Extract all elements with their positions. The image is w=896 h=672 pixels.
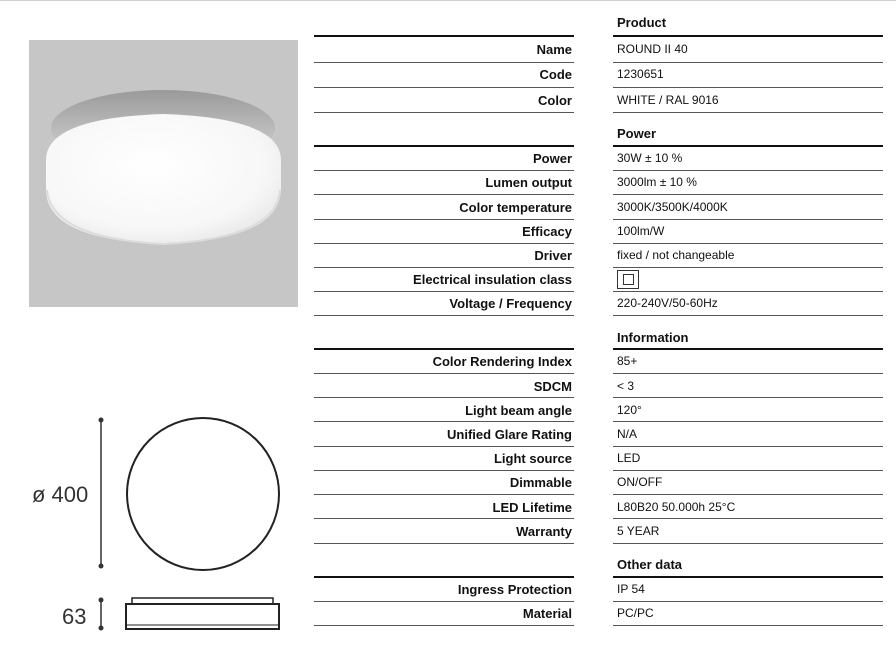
- spec-label-sdcm: SDCM: [533, 379, 572, 394]
- row-divider: [613, 421, 883, 422]
- spec-value-dimmable: ON/OFF: [617, 475, 663, 489]
- dimension-drawing: [0, 400, 300, 667]
- row-divider: [613, 194, 883, 195]
- row-divider: [314, 243, 574, 244]
- row-divider: [613, 243, 883, 244]
- spec-label-voltage-frequency: Voltage / Frequency: [449, 296, 572, 311]
- top-divider: [0, 0, 896, 1]
- row-divider: [613, 397, 883, 398]
- spec-label-light-source: Light source: [493, 451, 572, 466]
- row-divider: [314, 373, 574, 374]
- spec-value-sdcm: < 3: [617, 379, 635, 393]
- spec-value-cri: 85+: [617, 354, 638, 368]
- spec-label-ingress-protection: Ingress Protection: [457, 582, 572, 597]
- spec-label-color: Color: [538, 93, 572, 108]
- row-divider: [613, 601, 883, 602]
- spec-value-driver: fixed / not changeable: [617, 248, 735, 262]
- row-divider: [314, 267, 574, 268]
- section-rule: [613, 35, 883, 37]
- spec-label-cri: Color Rendering Index: [432, 354, 572, 369]
- row-divider: [613, 219, 883, 220]
- spec-value-light-source: LED: [617, 451, 641, 465]
- spec-label-electrical-insulation-class: Electrical insulation class: [413, 272, 572, 287]
- spec-label-power: Power: [532, 151, 572, 166]
- spec-value-led-lifetime: L80B20 50.000h 25°C: [617, 500, 736, 514]
- spec-value-efficacy: 100lm/W: [617, 224, 665, 238]
- section-title-power: Power: [617, 126, 657, 141]
- section-rule: [613, 348, 883, 350]
- row-divider: [613, 87, 883, 88]
- row-divider: [314, 397, 574, 398]
- row-divider: [314, 470, 574, 471]
- spec-value-light-beam-angle: 120°: [617, 403, 642, 417]
- spec-label-name: Name: [536, 42, 572, 57]
- row-divider: [314, 291, 574, 292]
- spec-label-led-lifetime: LED Lifetime: [492, 500, 572, 515]
- row-divider: [613, 267, 883, 268]
- spec-label-ugr: Unified Glare Rating: [447, 427, 572, 442]
- row-divider: [314, 625, 574, 626]
- row-divider: [314, 494, 574, 495]
- row-divider: [314, 601, 574, 602]
- spec-value-name: ROUND II 40: [617, 42, 688, 56]
- section-rule: [314, 348, 574, 350]
- spec-label-light-beam-angle: Light beam angle: [465, 403, 572, 418]
- section-rule: [314, 576, 574, 578]
- section-rule: [314, 35, 574, 37]
- section-title-other-data: Other data: [617, 557, 683, 572]
- row-divider: [314, 194, 574, 195]
- row-divider: [314, 219, 574, 220]
- row-divider: [613, 315, 883, 316]
- row-divider: [613, 543, 883, 544]
- row-divider: [314, 170, 574, 171]
- row-divider: [314, 421, 574, 422]
- row-divider: [314, 446, 574, 447]
- row-divider: [613, 446, 883, 447]
- spec-label-color-temperature: Color temperature: [459, 200, 572, 215]
- row-divider: [314, 518, 574, 519]
- spec-value-color-temperature: 3000K/3500K/4000K: [617, 200, 728, 214]
- row-divider: [613, 373, 883, 374]
- row-divider: [314, 112, 574, 113]
- section-title-product: Product: [617, 15, 667, 30]
- spec-label-warranty: Warranty: [516, 524, 572, 539]
- row-divider: [314, 315, 574, 316]
- diameter-dimension-label: ø 400: [32, 482, 89, 507]
- row-divider: [314, 543, 574, 544]
- spec-label-code: Code: [539, 67, 572, 82]
- row-divider: [613, 112, 883, 113]
- spec-value-power: 30W ± 10 %: [617, 151, 683, 165]
- row-divider: [613, 518, 883, 519]
- spec-label-driver: Driver: [534, 248, 572, 263]
- section-rule: [613, 145, 883, 147]
- row-divider: [613, 470, 883, 471]
- spec-label-lumen-output: Lumen output: [485, 175, 572, 190]
- spec-value-ugr: N/A: [617, 427, 638, 441]
- spec-value-lumen-output: 3000lm ± 10 %: [617, 175, 697, 189]
- spec-value-voltage-frequency: 220-240V/50-60Hz: [617, 296, 718, 310]
- section-rule: [314, 145, 574, 147]
- row-divider: [613, 494, 883, 495]
- section-title-information: Information: [617, 330, 689, 345]
- row-divider: [314, 62, 574, 63]
- insulation-class-ii-icon: [617, 270, 639, 289]
- spec-label-material: Material: [522, 606, 572, 621]
- row-divider: [613, 62, 883, 63]
- spec-value-material: PC/PC: [617, 606, 654, 620]
- row-divider: [314, 87, 574, 88]
- row-divider: [613, 170, 883, 171]
- product-photo: [29, 40, 298, 307]
- spec-value-code: 1230651: [617, 67, 664, 81]
- spec-value-ingress-protection: IP 54: [617, 582, 645, 596]
- row-divider: [613, 291, 883, 292]
- section-rule: [613, 576, 883, 578]
- spec-label-dimmable: Dimmable: [509, 475, 572, 490]
- height-dimension-label: 63: [62, 604, 87, 629]
- row-divider: [613, 625, 883, 626]
- spec-value-warranty: 5 YEAR: [617, 524, 660, 538]
- spec-label-efficacy: Efficacy: [522, 224, 572, 239]
- spec-value-color: WHITE / RAL 9016: [617, 93, 719, 107]
